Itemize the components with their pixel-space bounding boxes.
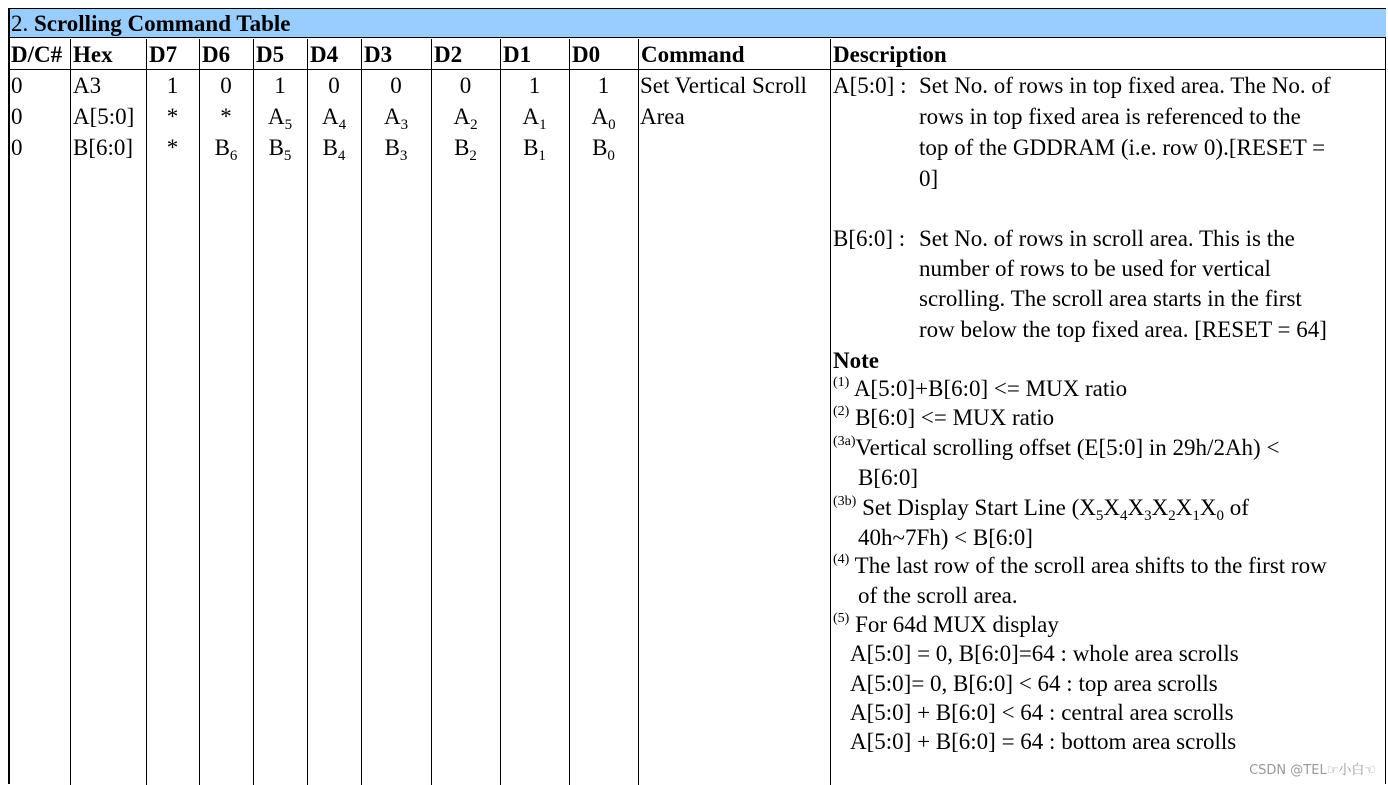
- header-d4: D4: [310, 42, 339, 67]
- column-divider: [70, 39, 71, 785]
- row3-d1: $B_1$: [523, 135, 546, 164]
- row1-d7: 1: [166, 73, 179, 98]
- note-heading: Note: [833, 348, 879, 373]
- column-divider: [830, 39, 831, 785]
- row2-d6: *: [220, 104, 232, 129]
- example-line: A[5:0] + B[6:0] = 64 : bottom area scrolls: [850, 729, 1237, 754]
- header-d0: D0: [572, 42, 601, 67]
- row1-d5: 1: [274, 73, 286, 98]
- row2-d5: $A_5$: [267, 104, 293, 133]
- desc-b-line: scrolling. The scroll area starts in the first: [919, 286, 1302, 311]
- header-dc: D/C#: [11, 42, 63, 67]
- desc-b-line: Set No. of rows in scroll area. This is the: [919, 226, 1295, 251]
- header-d5: D5: [256, 42, 285, 67]
- note-3b-continuation: 40h~7Fh) < B[6:0]: [858, 525, 1033, 550]
- header-d1: D1: [503, 42, 532, 67]
- header-description: Description: [833, 42, 947, 67]
- header-command: Command: [641, 42, 745, 67]
- row2-d1: $A_1$: [522, 104, 547, 133]
- header-d6: D6: [202, 42, 231, 67]
- row3-d0: $B_0$: [592, 135, 615, 164]
- example-line: A[5:0] + B[6:0] < 64 : central area scrolls: [850, 700, 1234, 725]
- row1-dc: 0: [11, 73, 23, 98]
- row3-d5: $B_5$: [268, 135, 292, 164]
- desc-b-line: number of rows to be used for vertical: [919, 256, 1271, 281]
- note-4-continuation: of the scroll area.: [858, 583, 1018, 608]
- row1-d6: 0: [220, 73, 232, 98]
- row3-d6: $B_6$: [214, 135, 238, 164]
- row2-d0: $A_0$: [591, 104, 616, 133]
- note-2: $^{(2)}$ B[6:0] <= MUX ratio: [833, 404, 1055, 430]
- row2-d2: $A_2$: [453, 104, 478, 133]
- header-d7: D7: [149, 42, 178, 67]
- row2-d4: $A_4$: [321, 104, 347, 133]
- desc-a-line: Set No. of rows in top fixed area. The No. of: [919, 73, 1331, 98]
- row1-d2: 0: [459, 73, 472, 98]
- row3-dc: 0: [11, 135, 23, 160]
- desc-a-line: 0]: [919, 166, 939, 191]
- row1-d0: 1: [597, 73, 610, 98]
- column-divider: [638, 39, 639, 785]
- command-name-line2: Area: [640, 104, 685, 129]
- note-3a-continuation: B[6:0]: [858, 465, 919, 490]
- example-line: A[5:0]= 0, B[6:0] < 64 : top area scrolls: [850, 671, 1218, 696]
- row3-d2: $B_2$: [454, 135, 477, 164]
- note-3b: $^{(3b)}$ Set Display Start Line ($X_5X_4X_3X_2X_1X_0$ of: [833, 494, 1249, 524]
- row2-d7: *: [166, 104, 179, 129]
- desc-b-line: row below the top fixed area. [RESET = 64]: [919, 317, 1327, 342]
- command-table-document: [8, 8, 1386, 784]
- table-title-bar: [10, 9, 1386, 38]
- row3-d4: $B_4$: [322, 135, 346, 164]
- row2-dc: 0: [11, 104, 23, 129]
- note-1: $^{(1)}$ A[5:0]+B[6:0] <= MUX ratio: [833, 375, 1128, 401]
- row3-d3: $B_3$: [384, 135, 408, 164]
- row1-hex: A3: [73, 73, 102, 98]
- desc-a-line: top of the GDDRAM (i.e. row 0).[RESET =: [919, 135, 1326, 160]
- row1-d3: 0: [390, 73, 402, 98]
- row3-hex: B[6:0]: [73, 135, 134, 160]
- header-hex: Hex: [73, 42, 113, 67]
- desc-a-line: rows in top fixed area is referenced to the: [919, 104, 1301, 129]
- row1-d1: 1: [528, 73, 541, 98]
- desc-b-label: B[6:0] :: [833, 226, 906, 251]
- header-d3: D3: [364, 42, 393, 67]
- row2-hex: A[5:0]: [73, 104, 135, 129]
- desc-a-label: A[5:0] :: [833, 73, 907, 98]
- section-number: 2.: [11, 11, 29, 36]
- row2-d3: $A_3$: [383, 104, 409, 133]
- header-divider: [10, 69, 1386, 70]
- row3-d7: *: [166, 135, 179, 160]
- note-4: $^{(4)}$ The last row of the scroll area shifts to the first row: [833, 552, 1327, 578]
- header-d2: D2: [434, 42, 463, 67]
- command-name-line1: Set Vertical Scroll: [640, 73, 807, 98]
- note-5: $^{(5)}$ For 64d MUX display: [833, 611, 1059, 637]
- row1-d4: 0: [328, 73, 340, 98]
- csdn-watermark: CSDN @TEL☞小白☜: [1249, 763, 1376, 778]
- example-line: A[5:0] = 0, B[6:0]=64 : whole area scrolls: [850, 641, 1239, 666]
- section-title: Scrolling Command Table: [34, 11, 291, 36]
- note-3a: $^{(3a)}$Vertical scrolling offset (E[5:0] in 29h/2Ah) <: [833, 434, 1280, 460]
